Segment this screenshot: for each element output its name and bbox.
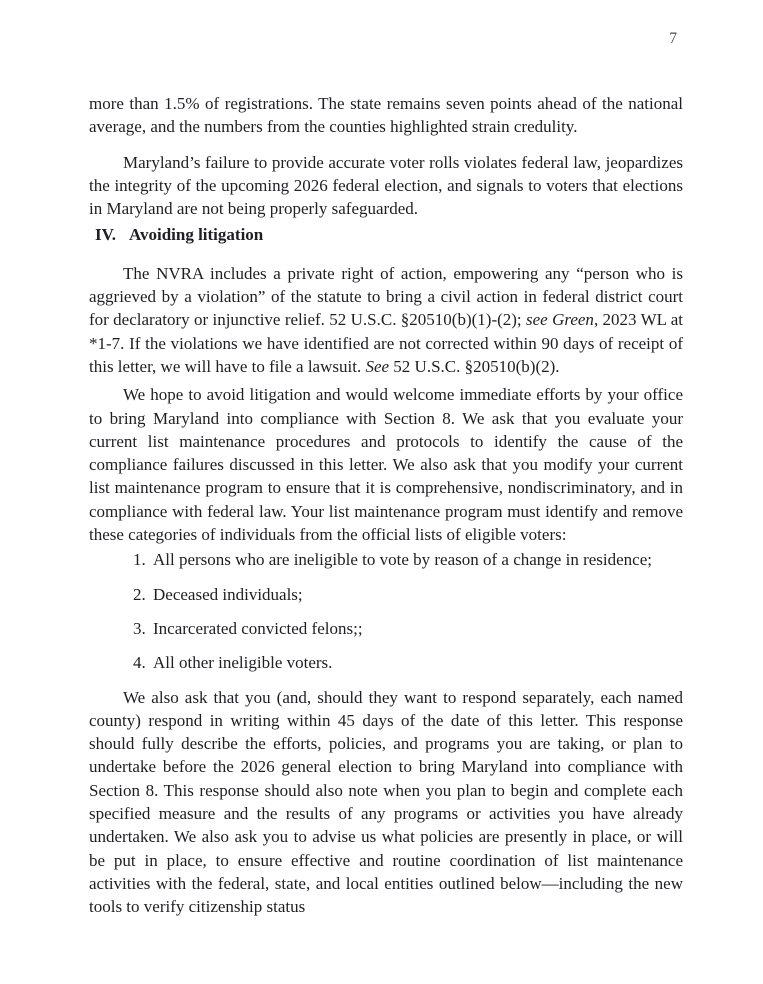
text-segment: The NVRA includes a private right of action, empowering any “person who is aggrieved by a violation” of the statute to bring a civil action in federal district court for declaratory or injunctive relief. 52 U.S.C. §20510(b)(1)-(2); bbox=[89, 263, 683, 330]
paragraph-response-request: We also ask that you (and, should they want to respond separately, each named county) respond in writing within 45 days of the date of this letter. This response should fully describe the efforts, policies, and programs you are taking, or plan to undertake before the 2026 general election to bring Maryland into compliance with Section 8. This response should also note when you plan to begin and complete each specified measure and the results of any programs or activities you have already undertaken. We also ask you to advise us what policies are presently in place, or will be put in place, to ensure effective and routine coordination of list maintenance activities with the federal, state, and local entities outlined below—including the new tools to verify citizenship status bbox=[89, 687, 683, 917]
list-item-text: Incarcerated convicted felons;; bbox=[153, 618, 363, 638]
list-item-incarcerated-felons bbox=[89, 617, 683, 640]
list-item-text: Deceased individuals; bbox=[153, 584, 303, 604]
paragraph-avoid-litigation-request: We hope to avoid litigation and would welcome immediate efforts by your office to bring Maryland into compliance with Section 8. We ask that you evaluate your current list maintenance procedures and protocols to identify the cause of the compliance failures discussed in this letter. We also ask that you modify your current list maintenance program to ensure that it is comprehensive, nondiscriminatory, and in compliance with federal law. Your list maintenance program must identify and remove these categories of individuals from the official lists of eligible voters: bbox=[89, 385, 683, 545]
paragraph-maryland-failure: Maryland’s failure to provide accurate voter rolls violates federal law, jeopardizes the integrity of the upcoming 2026 federal election, and signals to voters that elections in Maryland are not being properly safeguarded. bbox=[89, 152, 683, 219]
list-item-number: 4. bbox=[133, 653, 146, 673]
section-heading-title: Avoiding litigation bbox=[128, 225, 264, 245]
page-header bbox=[89, 30, 683, 48]
list-item-change-of-residence bbox=[89, 548, 683, 571]
page-number: 7 bbox=[669, 30, 677, 47]
list-item-number: 3. bbox=[133, 618, 146, 638]
list-item-number: 1. bbox=[133, 550, 146, 570]
text-segment: , 2023 WL at *1-7. If the violations we have identified are not corrected within 90 days of receipt of this letter, we will have to file a lawsuit. bbox=[89, 310, 684, 376]
list-item-text: All other ineligible voters. bbox=[153, 653, 333, 673]
section-heading-avoiding-litigation bbox=[89, 223, 683, 246]
list-item-number: 2. bbox=[133, 584, 146, 604]
section-heading-number: IV. bbox=[95, 225, 116, 245]
paragraph-registrations-continuation: more than 1.5% of registrations. The state remains seven points ahead of the national average, and the numbers from the counties highlighted strain credulity. bbox=[89, 94, 683, 137]
ineligible-categories-list bbox=[89, 548, 683, 674]
list-item-text: All persons who are ineligible to vote by reason of a change in residence; bbox=[153, 550, 652, 570]
list-item-deceased bbox=[89, 583, 683, 606]
citation-italic: see Green bbox=[526, 310, 594, 330]
paragraph-nvra-private-right bbox=[89, 262, 683, 378]
list-item-other-ineligible bbox=[89, 651, 683, 674]
citation-italic: See bbox=[365, 356, 390, 376]
text-segment: 52 U.S.C. §20510(b)(2). bbox=[389, 356, 560, 376]
